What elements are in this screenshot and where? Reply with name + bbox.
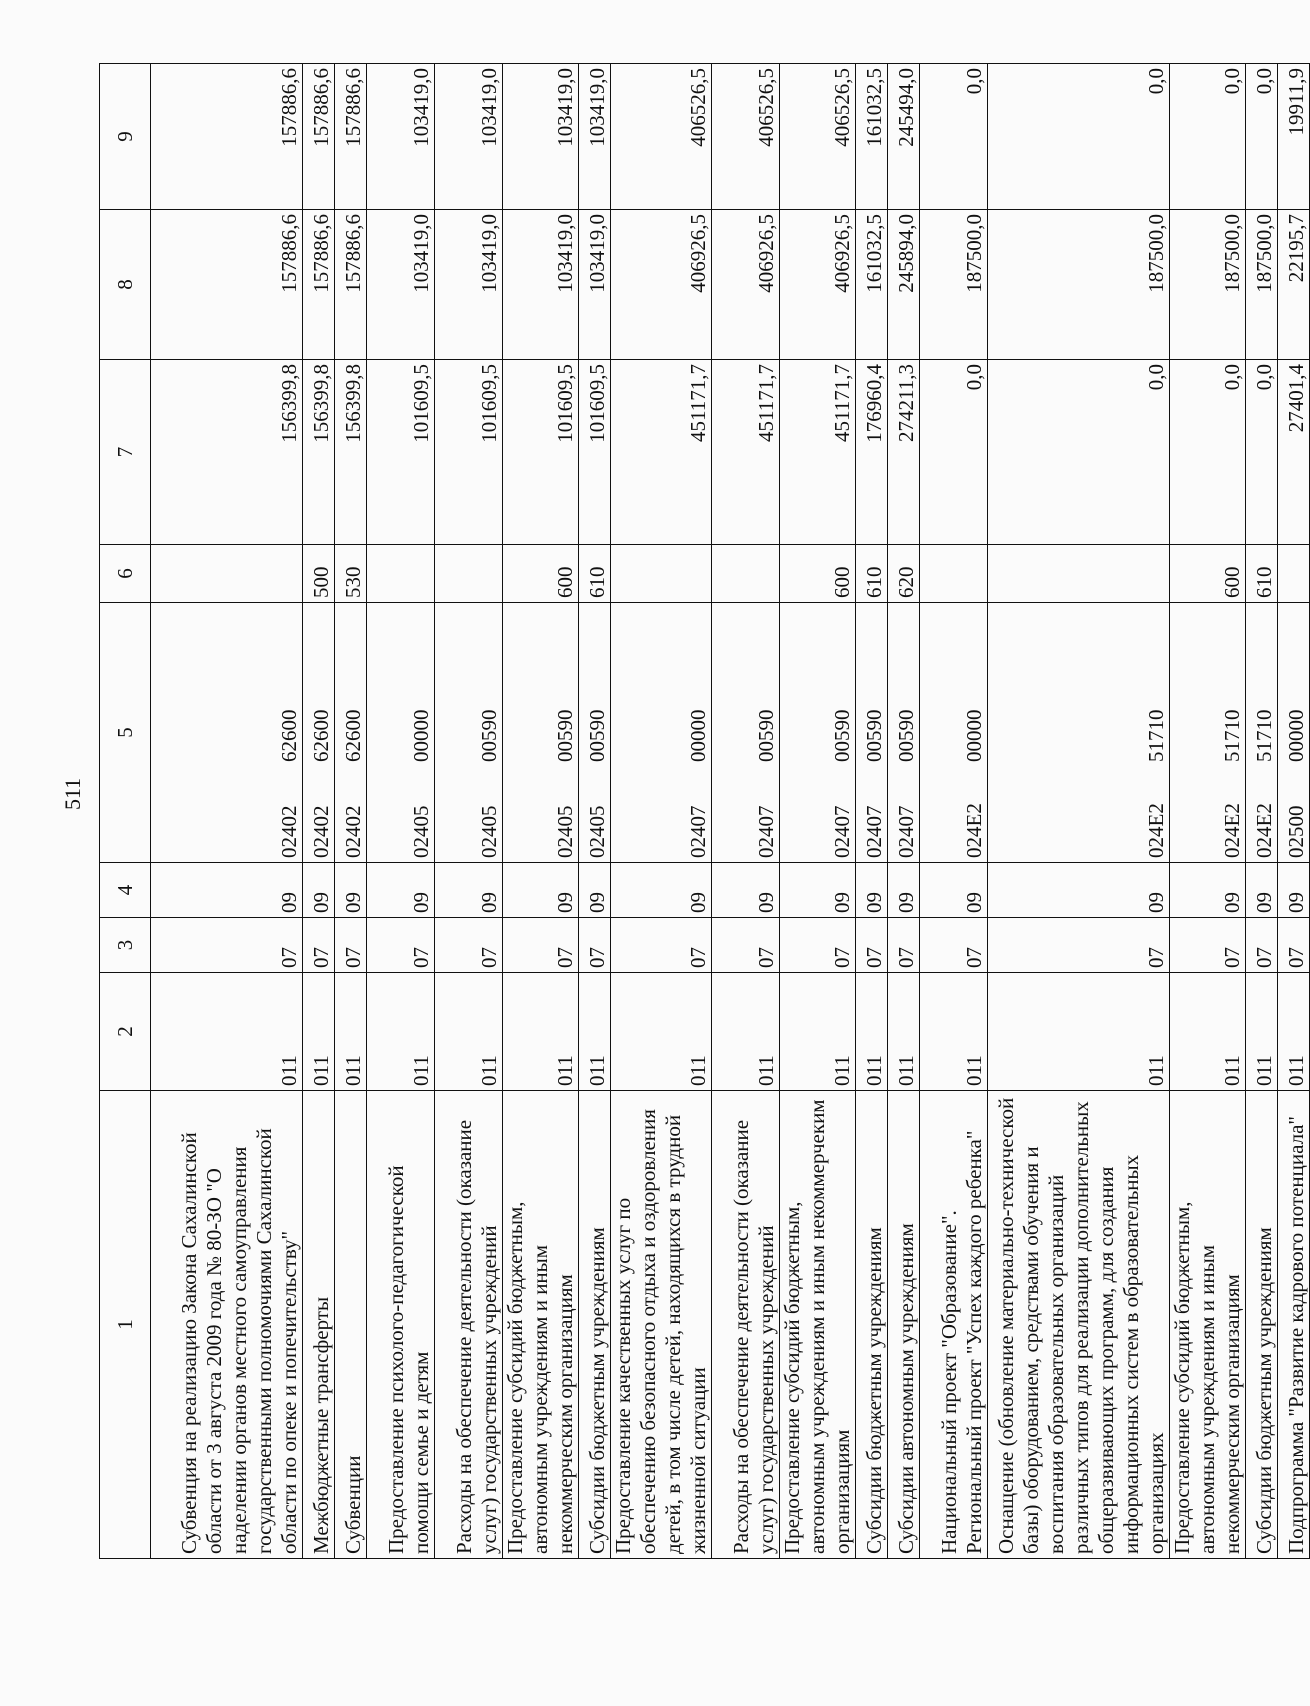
row-name: Субсидии бюджетным учреждениям — [856, 1091, 888, 1559]
target-article-code — [335, 603, 367, 863]
subsection-code: 09 — [920, 863, 988, 918]
table-row — [367, 64, 435, 1559]
target-article-direction: 00590 — [754, 709, 778, 762]
row-name: Расходы на обеспечение деятельности (оказание услуг) государственных учреждений — [712, 1091, 780, 1559]
target-article-program: 02405 — [553, 805, 577, 858]
amount-col-7: 101609,5 — [503, 360, 579, 545]
expense-type-code: 610 — [1246, 545, 1278, 603]
target-article-code — [712, 603, 780, 863]
amount-col-8: 245894,0 — [888, 210, 920, 360]
table-row — [988, 64, 1170, 1559]
subsection-code: 09 — [335, 863, 367, 918]
target-article-program: 02405 — [409, 805, 433, 858]
subsection-code: 09 — [367, 863, 435, 918]
ministry-code: 011 — [1170, 973, 1246, 1091]
target-article-code — [367, 603, 435, 863]
amount-col-9: 245494,0 — [888, 64, 920, 210]
table-row — [1278, 64, 1310, 1559]
table-row — [335, 64, 367, 1559]
target-article-program: 024E2 — [1144, 803, 1168, 858]
row-name: Оснащение (обновление материально-технической базы) оборудованием, средствами обучения и воспитания образовательных организаций различных типов для реализации дополнительных общеразвивающих программ, для создания информационных систем в образовательных организациях — [988, 1091, 1170, 1559]
target-article-program: 02407 — [830, 805, 854, 858]
section-code: 07 — [151, 918, 303, 973]
target-article-direction: 00000 — [962, 709, 986, 762]
target-article-code — [888, 603, 920, 863]
row-name: Предоставление субсидий бюджетным, автономным учреждениям и иным некоммерчеким организациям — [780, 1091, 856, 1559]
target-article-program: 02405 — [477, 805, 501, 858]
table-row — [303, 64, 335, 1559]
column-header-9: 9 — [100, 64, 151, 210]
row-name: Субсидии бюджетным учреждениям — [579, 1091, 611, 1559]
ministry-code: 011 — [920, 973, 988, 1091]
subsection-code: 09 — [1246, 863, 1278, 918]
page-number: 511 — [60, 777, 85, 810]
table-row — [780, 64, 856, 1559]
section-code: 07 — [988, 918, 1170, 973]
amount-col-7: 0,0 — [920, 360, 988, 545]
row-name: Расходы на обеспечение деятельности (оказание услуг) государственных учреждений — [435, 1091, 503, 1559]
expense-type-code — [920, 545, 988, 603]
target-article-program: 02407 — [894, 805, 918, 858]
section-code: 07 — [435, 918, 503, 973]
amount-col-7: 451171,7 — [611, 360, 712, 545]
target-article-direction: 00590 — [862, 709, 886, 762]
expense-type-code: 500 — [303, 545, 335, 603]
row-name: Предоставление субсидий бюджетным, автономным учреждениям и иным некоммерческим организациям — [1170, 1091, 1246, 1559]
subsection-code: 09 — [888, 863, 920, 918]
amount-col-9: 19911,9 — [1278, 64, 1310, 210]
ministry-code: 011 — [988, 973, 1170, 1091]
section-code: 07 — [503, 918, 579, 973]
subsection-code: 09 — [988, 863, 1170, 918]
amount-col-8: 103419,0 — [503, 210, 579, 360]
target-article-direction: 00000 — [409, 709, 433, 762]
table-row — [888, 64, 920, 1559]
row-name: Национальный проект "Образование". Региональный проект "Успех каждого ребенка" — [920, 1091, 988, 1559]
amount-col-8: 161032,5 — [856, 210, 888, 360]
target-article-direction: 51710 — [1144, 709, 1168, 762]
table-row — [503, 64, 579, 1559]
amount-col-7: 101609,5 — [579, 360, 611, 545]
target-article-direction: 00590 — [477, 709, 501, 762]
target-article-code — [856, 603, 888, 863]
amount-col-8: 187500,0 — [920, 210, 988, 360]
target-article-code — [920, 603, 988, 863]
amount-col-8: 103419,0 — [435, 210, 503, 360]
column-header-5: 5 — [100, 603, 151, 863]
target-article-code — [1170, 603, 1246, 863]
target-article-program: 024E2 — [1220, 803, 1244, 858]
target-article-code — [1246, 603, 1278, 863]
section-code: 07 — [888, 918, 920, 973]
ministry-code: 011 — [335, 973, 367, 1091]
ministry-code: 011 — [712, 973, 780, 1091]
expense-type-code — [367, 545, 435, 603]
subsection-code: 09 — [503, 863, 579, 918]
row-name: Субвенция на реализацию Закона Сахалинской области от 3 августа 2009 года № 80-ЗО "О наделении органов местного самоуправления государственными полномочиями Сахалинской области по опеке и попечительству" — [151, 1091, 303, 1559]
target-article-code — [579, 603, 611, 863]
amount-col-7: 0,0 — [1246, 360, 1278, 545]
expense-type-code: 600 — [503, 545, 579, 603]
target-article-code — [780, 603, 856, 863]
amount-col-8: 157886,6 — [151, 210, 303, 360]
amount-col-8: 187500,0 — [1246, 210, 1278, 360]
amount-col-7: 27401,4 — [1278, 360, 1310, 545]
amount-col-7: 101609,5 — [367, 360, 435, 545]
column-header-3: 3 — [100, 918, 151, 973]
subsection-code: 09 — [151, 863, 303, 918]
row-name: Субсидии бюджетным учреждениям — [1246, 1091, 1278, 1559]
amount-col-9: 0,0 — [920, 64, 988, 210]
table-body — [151, 64, 1310, 1559]
amount-col-8: 406926,5 — [780, 210, 856, 360]
target-article-program: 02407 — [862, 805, 886, 858]
section-code: 07 — [579, 918, 611, 973]
table-row — [435, 64, 503, 1559]
amount-col-7: 0,0 — [1170, 360, 1246, 545]
amount-col-7: 176960,4 — [856, 360, 888, 545]
subsection-code: 09 — [856, 863, 888, 918]
section-code: 07 — [1246, 918, 1278, 973]
expense-type-code: 620 — [888, 545, 920, 603]
subsection-code: 09 — [303, 863, 335, 918]
amount-col-9: 0,0 — [1246, 64, 1278, 210]
amount-col-9: 157886,6 — [151, 64, 303, 210]
target-article-direction: 00000 — [686, 709, 710, 762]
row-name: Межбюджетные трансферты — [303, 1091, 335, 1559]
target-article-program: 024E2 — [1252, 803, 1276, 858]
target-article-program: 02500 — [1284, 805, 1308, 858]
ministry-code: 011 — [435, 973, 503, 1091]
target-article-direction: 00590 — [585, 709, 609, 762]
amount-col-9: 0,0 — [1170, 64, 1246, 210]
target-article-code — [151, 603, 303, 863]
expense-type-code — [1278, 545, 1310, 603]
ministry-code: 011 — [151, 973, 303, 1091]
target-article-program: 02407 — [686, 805, 710, 858]
ministry-code: 011 — [780, 973, 856, 1091]
target-article-direction: 51710 — [1252, 709, 1276, 762]
target-article-direction: 00590 — [553, 709, 577, 762]
section-code: 07 — [1170, 918, 1246, 973]
budget-table — [99, 63, 1310, 1559]
amount-col-8: 157886,6 — [335, 210, 367, 360]
row-name: Предоставление субсидий бюджетным, автономным учреждениям и иным некоммерческим организациям — [503, 1091, 579, 1559]
column-header-2: 2 — [100, 973, 151, 1091]
expense-type-code — [712, 545, 780, 603]
amount-col-9: 157886,6 — [335, 64, 367, 210]
amount-col-9: 157886,6 — [303, 64, 335, 210]
rotated-page-content — [99, 64, 1308, 1559]
amount-col-8: 22195,7 — [1278, 210, 1310, 360]
section-code: 07 — [303, 918, 335, 973]
column-header-1: 1 — [100, 1091, 151, 1559]
expense-type-code — [435, 545, 503, 603]
subsection-code: 09 — [712, 863, 780, 918]
expense-type-code: 600 — [780, 545, 856, 603]
amount-col-8: 157886,6 — [303, 210, 335, 360]
amount-col-7: 274211,3 — [888, 360, 920, 545]
section-code: 07 — [1278, 918, 1310, 973]
amount-col-9: 103419,0 — [367, 64, 435, 210]
target-article-program: 024E2 — [962, 803, 986, 858]
amount-col-9: 0,0 — [988, 64, 1170, 210]
target-article-code — [988, 603, 1170, 863]
table-row — [920, 64, 988, 1559]
ministry-code: 011 — [303, 973, 335, 1091]
amount-col-7: 156399,8 — [303, 360, 335, 545]
ministry-code: 011 — [611, 973, 712, 1091]
target-article-direction: 62600 — [277, 709, 301, 762]
column-header-8: 8 — [100, 210, 151, 360]
amount-col-7: 0,0 — [988, 360, 1170, 545]
row-name: Субсидии автономным учреждениям — [888, 1091, 920, 1559]
target-article-program: 02402 — [341, 805, 365, 858]
expense-type-code — [988, 545, 1170, 603]
ministry-code: 011 — [1246, 973, 1278, 1091]
amount-col-7: 451171,7 — [780, 360, 856, 545]
table-row — [151, 64, 303, 1559]
target-article-code — [303, 603, 335, 863]
amount-col-8: 187500,0 — [1170, 210, 1246, 360]
section-code: 07 — [780, 918, 856, 973]
target-article-direction: 51710 — [1220, 709, 1244, 762]
expense-type-code: 600 — [1170, 545, 1246, 603]
ministry-code: 011 — [888, 973, 920, 1091]
expense-type-code — [611, 545, 712, 603]
section-code: 07 — [712, 918, 780, 973]
ministry-code: 011 — [856, 973, 888, 1091]
amount-col-7: 101609,5 — [435, 360, 503, 545]
expense-type-code: 610 — [579, 545, 611, 603]
column-header-6: 6 — [100, 545, 151, 603]
table-row — [856, 64, 888, 1559]
table-row — [611, 64, 712, 1559]
target-article-program: 02407 — [754, 805, 778, 858]
amount-col-8: 406926,5 — [712, 210, 780, 360]
row-name: Субвенции — [335, 1091, 367, 1559]
column-header-4: 4 — [100, 863, 151, 918]
target-article-program: 02402 — [277, 805, 301, 858]
ministry-code: 011 — [579, 973, 611, 1091]
expense-type-code — [151, 545, 303, 603]
row-name: Подпрограмма "Развитие кадрового потенциала" — [1278, 1091, 1310, 1559]
section-code: 07 — [367, 918, 435, 973]
table-row — [1246, 64, 1278, 1559]
amount-col-9: 103419,0 — [435, 64, 503, 210]
ministry-code: 011 — [503, 973, 579, 1091]
table-row — [712, 64, 780, 1559]
expense-type-code: 610 — [856, 545, 888, 603]
target-article-code — [1278, 603, 1310, 863]
amount-col-7: 451171,7 — [712, 360, 780, 545]
amount-col-9: 103419,0 — [579, 64, 611, 210]
amount-col-8: 103419,0 — [579, 210, 611, 360]
section-code: 07 — [335, 918, 367, 973]
target-article-code — [611, 603, 712, 863]
subsection-code: 09 — [1170, 863, 1246, 918]
section-code: 07 — [856, 918, 888, 973]
target-article-direction: 00590 — [894, 709, 918, 762]
amount-col-9: 406526,5 — [780, 64, 856, 210]
amount-col-7: 156399,8 — [151, 360, 303, 545]
amount-col-7: 156399,8 — [335, 360, 367, 545]
target-article-program: 02405 — [585, 805, 609, 858]
subsection-code: 09 — [611, 863, 712, 918]
section-code: 07 — [920, 918, 988, 973]
target-article-code — [503, 603, 579, 863]
amount-col-8: 187500,0 — [988, 210, 1170, 360]
column-header-7: 7 — [100, 360, 151, 545]
amount-col-9: 406526,5 — [611, 64, 712, 210]
amount-col-9: 161032,5 — [856, 64, 888, 210]
expense-type-code: 530 — [335, 545, 367, 603]
amount-col-9: 406526,5 — [712, 64, 780, 210]
target-article-direction: 00000 — [1284, 709, 1308, 762]
amount-col-8: 103419,0 — [367, 210, 435, 360]
subsection-code: 09 — [579, 863, 611, 918]
table-row — [579, 64, 611, 1559]
target-article-direction: 62600 — [341, 709, 365, 762]
section-code: 07 — [611, 918, 712, 973]
row-name: Предоставление психолого-педагогической помощи семье и детям — [367, 1091, 435, 1559]
target-article-direction: 62600 — [309, 709, 333, 762]
target-article-direction: 00590 — [830, 709, 854, 762]
target-article-program: 02402 — [309, 805, 333, 858]
subsection-code: 09 — [435, 863, 503, 918]
ministry-code: 011 — [1278, 973, 1310, 1091]
header-row — [100, 64, 151, 1559]
amount-col-9: 103419,0 — [503, 64, 579, 210]
table-row — [1170, 64, 1246, 1559]
target-article-code — [435, 603, 503, 863]
ministry-code: 011 — [367, 973, 435, 1091]
amount-col-8: 406926,5 — [611, 210, 712, 360]
row-name: Предоставление качественных услуг по обеспечению безопасного отдыха и оздоровления детей, в том числе детей, находящихся в трудной жизненной ситуации — [611, 1091, 712, 1559]
subsection-code: 09 — [780, 863, 856, 918]
subsection-code: 09 — [1278, 863, 1310, 918]
